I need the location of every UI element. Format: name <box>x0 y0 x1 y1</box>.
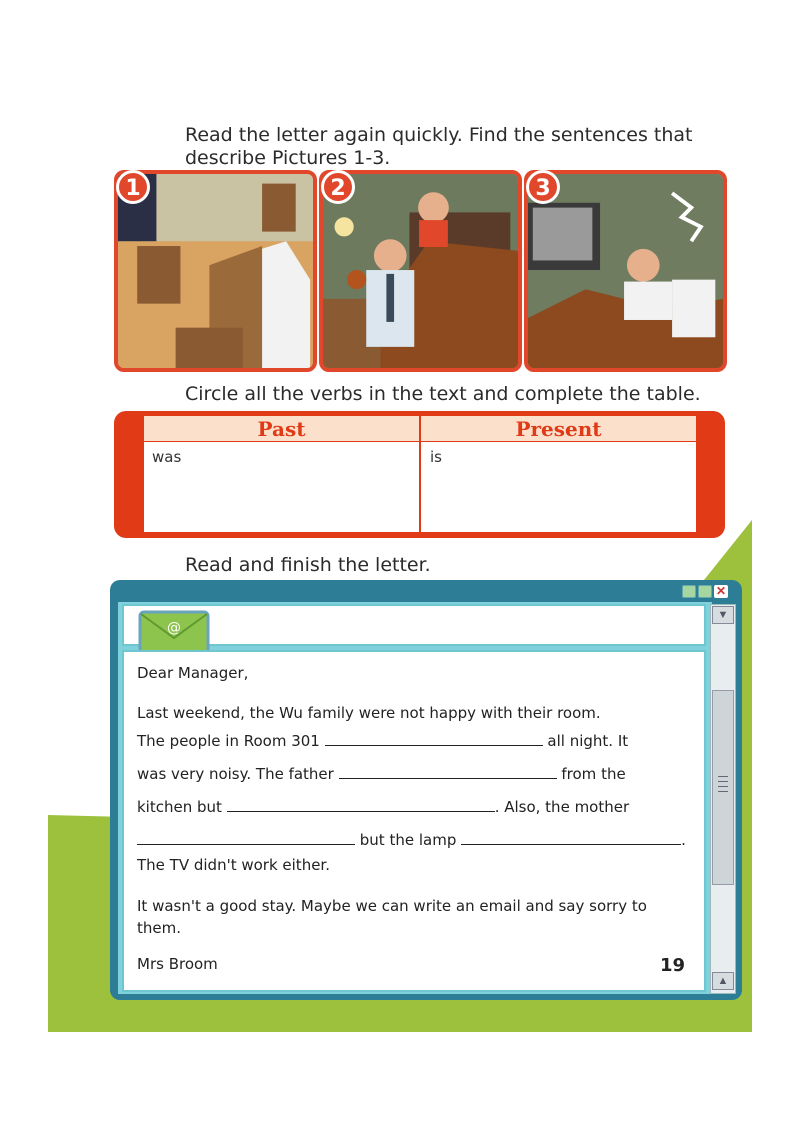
picture-number-badge: 2 <box>321 170 355 204</box>
blank-field[interactable] <box>339 764 557 779</box>
at-sign-icon: @ <box>167 620 181 636</box>
table-cell-past[interactable]: was <box>152 448 182 466</box>
table-cell-present[interactable]: is <box>430 448 442 466</box>
column-divider <box>419 416 421 532</box>
picture-1-empty-room <box>114 170 317 372</box>
letter-line <box>137 830 686 849</box>
scroll-down-icon[interactable]: ▲ <box>712 972 734 990</box>
letter-text: from the <box>561 765 626 783</box>
picture-3-man-covering-ears <box>524 170 727 372</box>
instruction-letter: Read and finish the letter. <box>185 554 431 576</box>
picture-2-man-eating-in-bed <box>319 170 522 372</box>
letter-line: them. <box>137 919 181 937</box>
letter-line: The TV didn't work either. <box>137 856 330 874</box>
column-header-past: Past <box>144 416 419 441</box>
blank-field[interactable] <box>325 731 543 746</box>
instruction-line: Read the letter again quickly. Find the sentences that <box>185 124 693 146</box>
scroll-up-icon[interactable]: ▼ <box>712 606 734 624</box>
blank-field[interactable] <box>137 830 355 845</box>
letter-line <box>137 797 629 816</box>
letter-text: all night. It <box>547 732 629 750</box>
page-number: 19 <box>660 955 686 976</box>
maximize-icon[interactable] <box>698 585 712 598</box>
instruction-verbs: Circle all the verbs in the text and complete the table. <box>185 383 701 405</box>
header-divider <box>144 441 696 442</box>
picture-number-badge: 3 <box>526 170 560 204</box>
blank-field[interactable] <box>461 830 681 845</box>
minimize-icon[interactable] <box>682 585 696 598</box>
column-header-present: Present <box>421 416 696 441</box>
letter-line <box>137 764 626 783</box>
instruction-line: describe Pictures 1-3. <box>185 147 391 169</box>
blank-field[interactable] <box>227 797 495 812</box>
letter-text: kitchen but <box>137 798 222 816</box>
letter-line <box>137 731 628 750</box>
email-body <box>122 650 706 992</box>
picture-number-badge: 1 <box>116 170 150 204</box>
letter-text: was very noisy. The father <box>137 765 334 783</box>
letter-text: . Also, the mother <box>494 798 630 816</box>
letter-line: It wasn't a good stay. Maybe we can write an email and say sorry to <box>137 897 647 915</box>
scrollbar-thumb[interactable] <box>712 690 734 885</box>
letter-line: Last weekend, the Wu family were not happy with their room. <box>137 704 601 722</box>
instruction-pictures <box>185 124 693 170</box>
letter-text: The people in Room 301 <box>137 732 320 750</box>
letter-greeting: Dear Manager, <box>137 664 249 682</box>
letter-text: . <box>681 831 686 849</box>
letter-signature: Mrs Broom <box>137 955 218 973</box>
close-icon[interactable]: ✕ <box>715 584 727 598</box>
letter-text: but the lamp <box>359 831 457 849</box>
